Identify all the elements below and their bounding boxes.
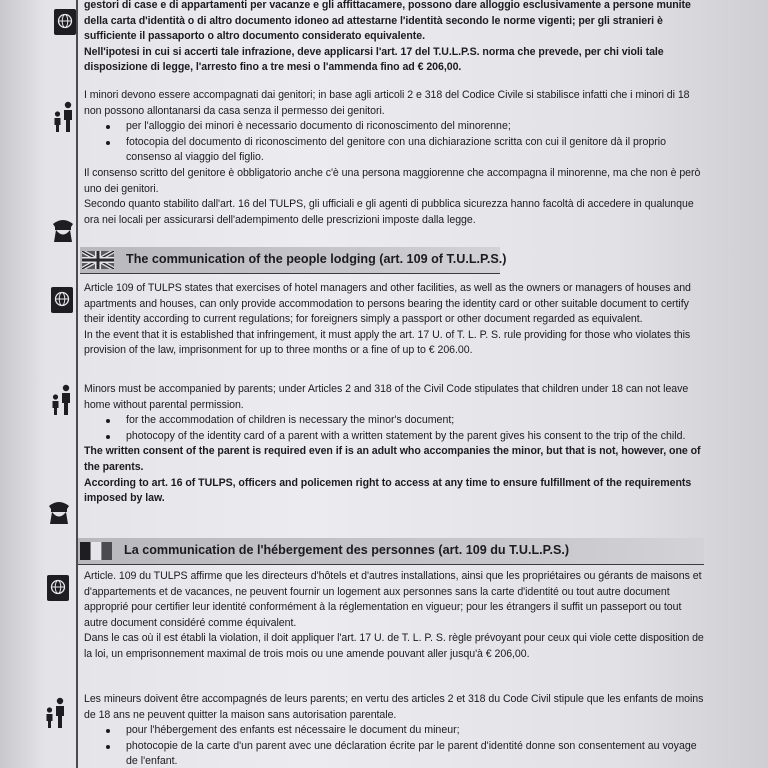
list-item: per l'alloggio dei minori è necessario documento di riconoscimento del minorenne; xyxy=(84,119,704,135)
bullet-list xyxy=(84,119,704,166)
paragraph-text: Dans le cas où il est établi la violation, il doit appliquer l'art. 17 U. de T. L. P. S. règle prévoyant pour ceux qui viole cette disposition de la loi, un emprisonnement maximal de trois mois ou une amende pouvant aller jusqu'à € 206,00. xyxy=(84,632,704,660)
list-item: photocopie de la carte d'un parent avec une déclaration écrite par le parent d'identité donne son consentement au voyage de l'enfant. xyxy=(84,739,704,768)
section-heading-text: La communication de l'hébergement des personnes (art. 109 du T.U.L.P.S.) xyxy=(124,543,570,557)
list-item: photocopy of the identity card of a parent with a written statement by the parent gives his consent to the trip of the child. xyxy=(84,429,704,445)
french-minors-section xyxy=(84,692,704,768)
english-minors-section xyxy=(84,382,704,507)
parent-child-icon xyxy=(44,697,68,729)
list-item: fotocopia del documento di riconoscimento del genitore con una dichiarazione scritta con cui il genitore dà il proprio consenso al viaggio del figlio. xyxy=(84,135,704,166)
bullet-list xyxy=(84,723,704,768)
police-officer-icon xyxy=(50,215,76,243)
passport-icon xyxy=(46,574,70,602)
section-heading-french xyxy=(78,538,704,565)
paragraph-text: Minors must be accompanied by parents; under Articles 2 and 318 of the Civil Code stipulates that children under 18 can not leave home without parental permission. xyxy=(84,383,689,411)
parent-child-icon xyxy=(50,384,74,416)
police-officer-icon xyxy=(46,497,72,525)
paragraph-text: Article. 109 du TULPS affirme que les directeurs d'hôtels et d'autres installations, ainsi que les propriétaires ou gérants de maisons et d'appartements et de vacances, ne peuvent fournir un logement aux personnes sans la carte d'identité ou tout autre document approprié pour certifier leur identité conformément à la réglementation en vigueur; pour les étrangers il suffit un passeport ou tout autre document considéré comme équivalent. xyxy=(84,570,702,629)
paragraph-text: The written consent of the parent is required even if is an adult who accompanies the minor, but that is not, however, one of the parents. xyxy=(84,445,701,473)
parent-child-icon xyxy=(52,101,76,133)
paragraph-text: I minori devono essere accompagnati dai genitori; in base agli articoli 2 e 318 del Codice Civile si stabilisce infatti che i minori di 18 non possono allontanarsi da casa senza il permesso dei genitori. xyxy=(84,89,690,117)
section-heading-english xyxy=(80,247,507,274)
paragraph-text: In the event that it is established that infringement, it must apply the art. 17 U. of T. L. P. S. rule providing for those who violates this provision of the law, imprisonment for up to three months or a fine of up to € 206.00. xyxy=(84,328,691,357)
french-accommodation-paragraph xyxy=(84,569,704,663)
list-item: for the accommodation of children is necessary the minor's document; xyxy=(84,413,704,429)
bullet-list xyxy=(84,413,704,444)
paragraph-text: According to art. 16 of TULPS, officers and policemen right to access at any time to ensure fulfillment of the requirements imposed by law. xyxy=(84,476,692,505)
passport-icon xyxy=(53,8,77,36)
english-accommodation-paragraph xyxy=(84,281,704,359)
section-heading-text: The communication of the people lodging (art. 109 of T.U.L.P.S.) xyxy=(126,252,507,266)
uk-flag-icon xyxy=(82,251,114,269)
paragraph-text: Secondo quanto stabilito dall'art. 16 del TULPS, gli ufficiali e gli agenti di pubblica sicurezza hanno facoltà di accedere in qualunque ora nei locali per assicurarsi dell'adempimento delle prescrizioni imposte dalla legge. xyxy=(84,198,694,226)
italian-accommodation-paragraph xyxy=(84,0,704,76)
list-item: pour l'hébergement des enfants est nécessaire le document du mineur; xyxy=(84,723,704,739)
italian-minors-section xyxy=(84,88,704,228)
paragraph-text: Article 109 of TULPS states that exercises of hotel managers and other facilities, as well as the owners or managers of houses and apartments and houses, can only provide accommodation to persons bearing the identity card or other suitable document to certify their identity according to current regulations; for foreigners simply a passport or other document regarded as equivalent. xyxy=(84,282,691,326)
paragraph-text: Les mineurs doivent être accompagnés de leurs parents; en vertu des articles 2 et 318 du Code Civil stipule que les enfants de moins de 18 ans ne peuvent quitter la maison sans autorisation parentale. xyxy=(84,693,704,721)
paragraph-text: Il consenso scritto del genitore è obbligatorio anche c'è una persona maggiorenne che accompagna il minorenne, ma che non è però uno dei genitori. xyxy=(84,166,701,195)
french-flag-icon xyxy=(80,542,112,560)
passport-icon xyxy=(50,286,74,314)
paragraph-text: Nell'ipotesi in cui si accerti tale infrazione, deve applicarsi l'art. 17 del T.U.L.P.S. norma che prevede, per chi violi tale disposizione di legge, l'arresto fino a tre mesi o l'ammenda fino ad € 206,00. xyxy=(84,45,664,74)
paragraph-text: gestori di case e di appartamenti per vacanze e gli affittacamere, possono dare alloggio esclusivamente a persone munite della carta d'identità o di altro documento idoneo ad attestarne l'identità secondo le norme vigenti; per gli stranieri è sufficiente il passaporto o altro documento considerato equivalente. xyxy=(84,0,691,43)
margin-rule xyxy=(76,0,78,768)
